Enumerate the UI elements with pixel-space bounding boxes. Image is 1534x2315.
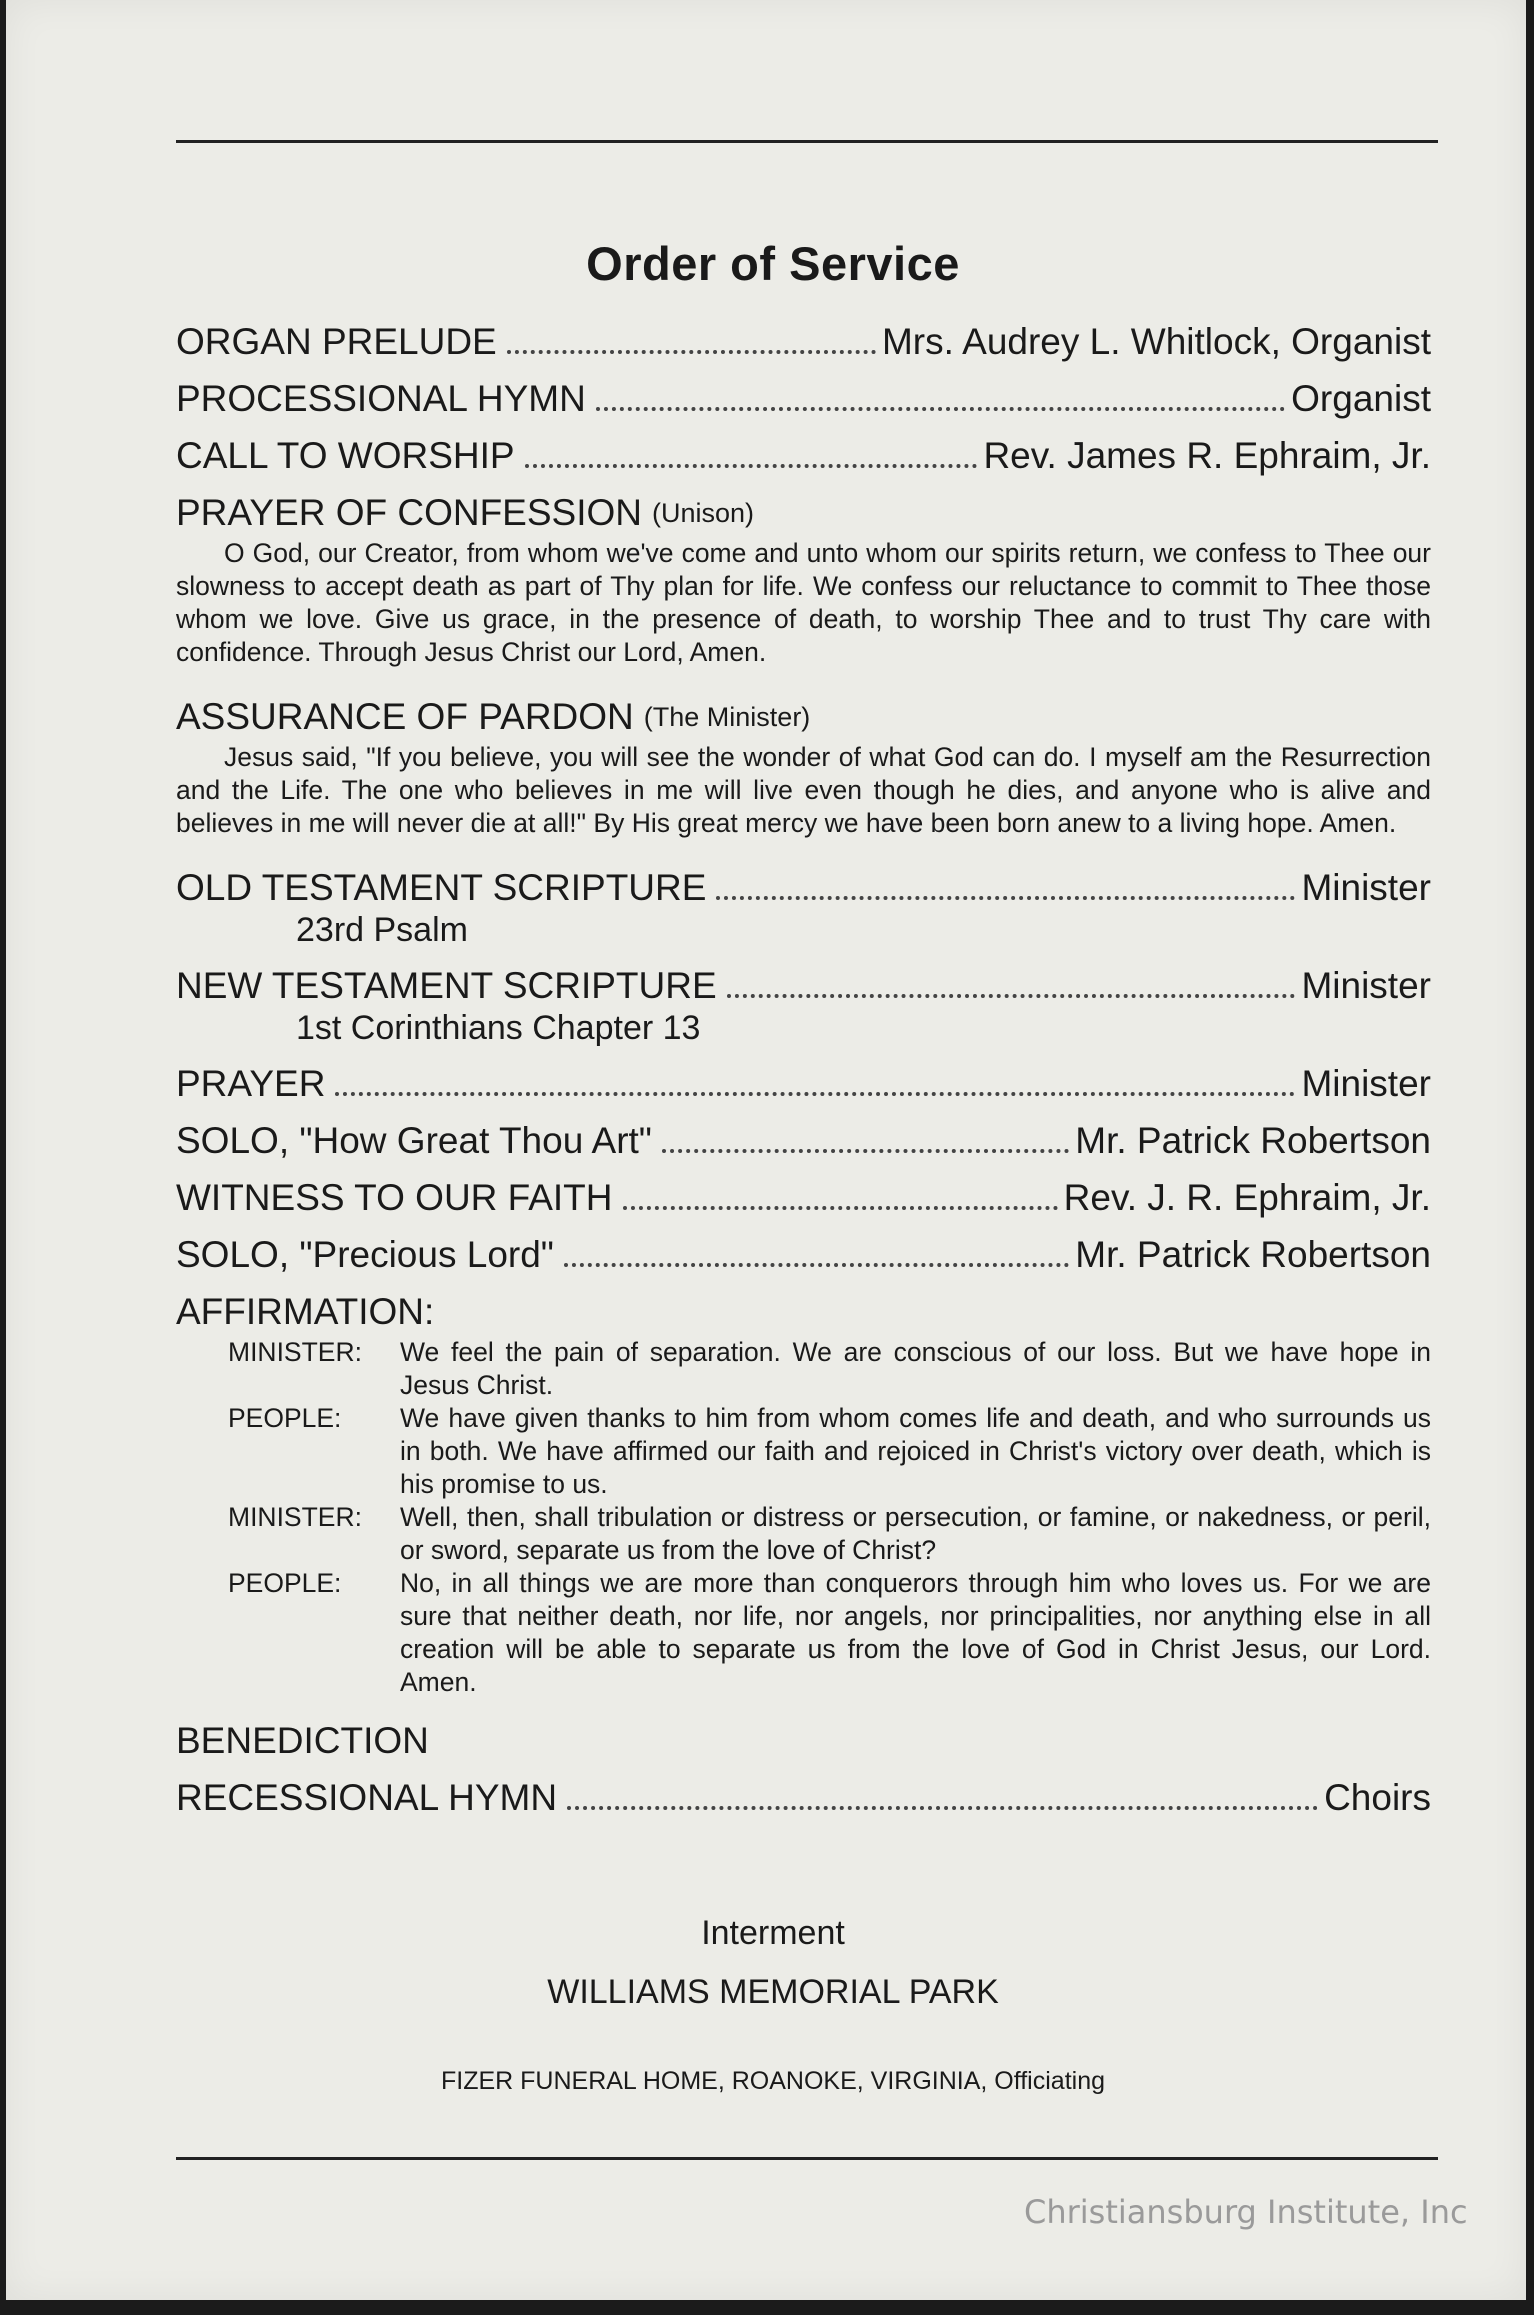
benediction <box>176 1719 1431 1763</box>
program-item <box>176 434 1431 478</box>
program-item <box>176 1062 1431 1106</box>
item-participant: Mr. Patrick Robertson <box>1075 1120 1431 1161</box>
item-participant: Minister <box>1301 1063 1431 1104</box>
speaker: PEOPLE: <box>228 1568 342 1598</box>
item-label: BENEDICTION <box>176 1720 429 1761</box>
item-label: WITNESS TO OUR FAITH <box>176 1177 613 1218</box>
item-participant: Mrs. Audrey L. Whitlock, Organist <box>881 321 1431 362</box>
program-item <box>176 1233 1431 1277</box>
dot-leader <box>596 407 1285 411</box>
item-note: (The Minister) <box>643 702 811 732</box>
item-participant: Minister <box>1301 965 1431 1006</box>
item-participant: Mr. Patrick Robertson <box>1075 1234 1431 1275</box>
item-label: RECESSIONAL HYMN <box>176 1777 558 1818</box>
dot-leader <box>623 1206 1058 1210</box>
item-participant: Minister <box>1301 867 1431 908</box>
dot-leader <box>335 1092 1295 1096</box>
watermark: Christiansburg Institute, Inc <box>1024 2193 1468 2231</box>
dot-leader <box>564 1263 1069 1267</box>
dot-leader <box>525 464 978 468</box>
pardon-heading <box>176 695 1431 739</box>
program-item <box>176 866 1431 910</box>
item-label: NEW TESTAMENT SCRIPTURE <box>176 965 717 1006</box>
item-label: SOLO, "How Great Thou Art" <box>176 1120 652 1161</box>
cemetery-name: WILLIAMS MEMORIAL PARK <box>547 1973 999 2011</box>
dot-leader <box>727 994 1296 998</box>
program-sheet <box>6 0 1526 2300</box>
program-item <box>176 1776 1431 1820</box>
item-label: CALL TO WORSHIP <box>176 435 515 476</box>
speaker: PEOPLE: <box>228 1403 342 1433</box>
dot-leader <box>567 1806 1318 1810</box>
response-row <box>228 1402 1431 1501</box>
item-participant: Choirs <box>1324 1777 1431 1818</box>
scripture-reference: 1st Corinthians Chapter 13 <box>296 1009 701 1047</box>
item-label: SOLO, "Precious Lord" <box>176 1234 554 1275</box>
program-item <box>176 1176 1431 1220</box>
confession-text: O God, our Creator, from whom we've come and unto whom our spirits return, we confess to Thee our slowness to accept death as part of Thy plan for life. We confess our reluctance to commit to Thee those whom we love. Give us grace, in the presence of death, to worship Thee and to trust Thy care with confidence. Through Jesus Christ our Lord, Amen. <box>176 538 1431 667</box>
item-label: AFFIRMATION: <box>176 1291 435 1332</box>
response-text: No, in all things we are more than conquerors through him who loves us. For we are sure that neither death, nor life, nor angels, nor principalities, nor anything else in all creation will be able to separate us from the love of God in Christ Jesus, our Lord. Amen. <box>400 1568 1431 1697</box>
funeral-home-credit: FIZER FUNERAL HOME, ROANOKE, VIRGINIA, Officiating <box>440 2067 1105 2095</box>
item-label: PROCESSIONAL HYMN <box>176 378 586 419</box>
item-participant: Rev. J. R. Ephraim, Jr. <box>1063 1177 1431 1218</box>
dot-leader <box>662 1149 1069 1153</box>
item-label: PRAYER OF CONFESSION <box>176 492 642 533</box>
item-participant: Organist <box>1291 378 1431 419</box>
item-label: ORGAN PRELUDE <box>176 321 497 362</box>
scripture-reference: 23rd Psalm <box>296 911 468 949</box>
confession-heading <box>176 491 1431 535</box>
item-label: PRAYER <box>176 1063 326 1104</box>
response-text: We feel the pain of separation. We are conscious of our loss. But we have hope in Jesus Christ. <box>400 1337 1431 1400</box>
interment-heading: Interment <box>701 1914 845 1952</box>
dot-leader <box>507 350 876 354</box>
speaker: MINISTER: <box>228 1337 362 1367</box>
top-rule <box>176 140 1438 143</box>
affirmation-responses <box>228 1336 1431 1699</box>
pardon-text: Jesus said, "If you believe, you will see the wonder of what God can do. I myself am the Resurrection and the Life. The one who believes in me will live even though he dies, and anyone who is alive and believes in me will never die at all!" By His great mercy we have been born anew to a living hope. Amen. <box>176 742 1431 838</box>
response-row <box>228 1567 1431 1699</box>
affirmation-heading <box>176 1290 1431 1334</box>
order-of-service <box>176 320 1431 1833</box>
item-label: OLD TESTAMENT SCRIPTURE <box>176 867 707 908</box>
bottom-rule <box>176 2157 1438 2160</box>
response-text: We have given thanks to him from whom comes life and death, and who surrounds us in both. We have affirmed our faith and rejoiced in Christ's victory over death, which is his promise to us. <box>400 1403 1431 1499</box>
dot-leader <box>716 896 1295 900</box>
program-item <box>176 377 1431 421</box>
page-title: Order of Service <box>586 237 960 290</box>
item-participant: Rev. James R. Ephraim, Jr. <box>983 435 1431 476</box>
program-item <box>176 320 1431 364</box>
item-label: ASSURANCE OF PARDON <box>176 696 634 737</box>
program-item <box>176 964 1431 1008</box>
speaker: MINISTER: <box>228 1502 362 1532</box>
program-item <box>176 1119 1431 1163</box>
response-text: Well, then, shall tribulation or distress or persecution, or famine, or nakedness, or peril, or sword, separate us from the love of Christ? <box>400 1502 1431 1565</box>
response-row <box>228 1336 1431 1402</box>
response-row <box>228 1501 1431 1567</box>
item-note: (Unison) <box>652 498 755 528</box>
